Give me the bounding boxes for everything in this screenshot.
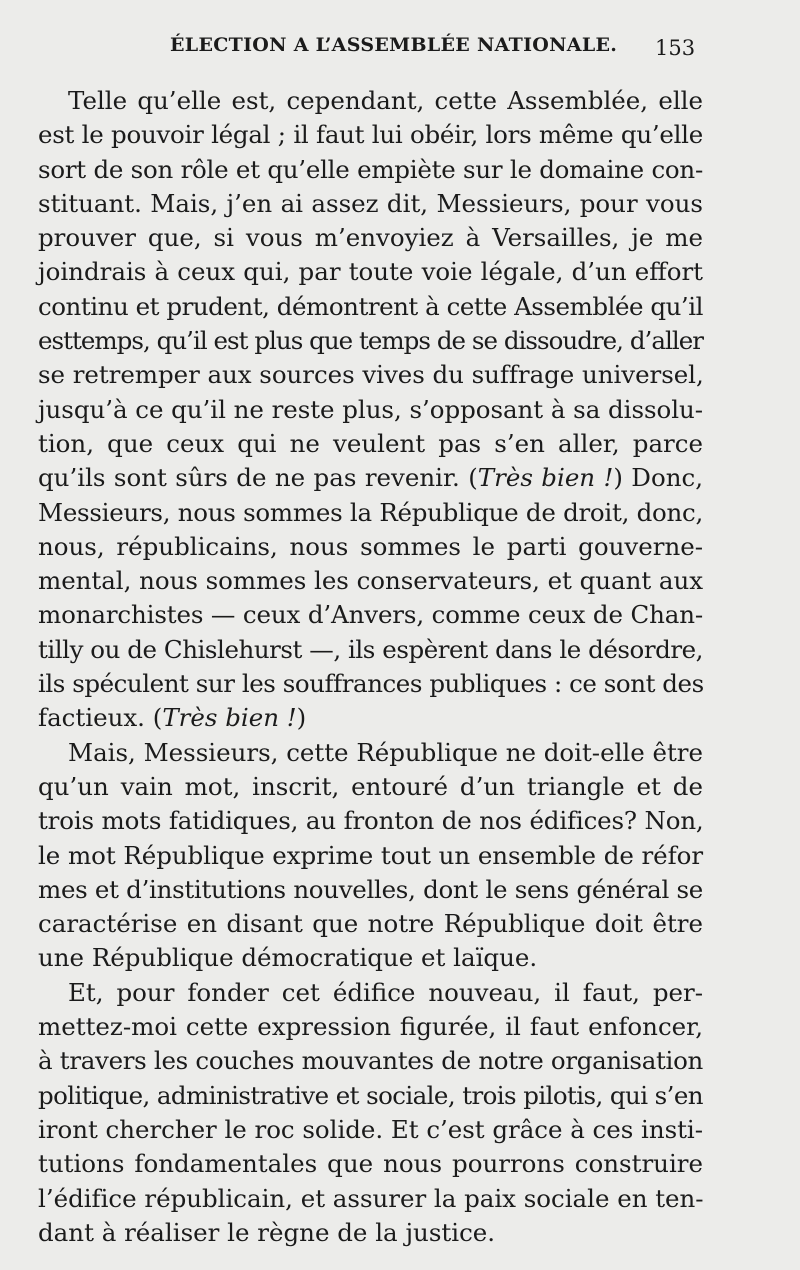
body-text xyxy=(38,84,703,1250)
text-line: politique, administrative et sociale, trois pilotis, qui s’en xyxy=(38,1080,703,1110)
text-line: iront chercher le roc solide. Et c’est grâce à ces insti- xyxy=(38,1114,703,1144)
page-number: 153 xyxy=(655,36,696,60)
paragraph xyxy=(38,736,703,976)
text-line: stituant. Mais, j’en ai assez dit, Messieurs, pour vous xyxy=(38,188,703,218)
text-line: qu’ils sont sûrs de ne pas revenir. (Très bien !) Donc, xyxy=(38,463,703,493)
text-line: prouver que, si vous m’envoyiez à Versailles, je me xyxy=(38,223,703,253)
text-line: une République démocratique et laïque. xyxy=(38,943,538,973)
running-title: ÉLECTION A L’ASSEMBLÉE NATIONALE. xyxy=(170,34,618,56)
text-line: ils spéculent sur les souffrances publiques : ce sont des xyxy=(38,669,704,699)
text-line: esttemps, qu’il est plus que temps de se dissoudre, d’aller xyxy=(38,326,703,356)
text-line: trois mots fatidiques, au fronton de nos édifices? Non, xyxy=(38,806,704,836)
text-line: jusqu’à ce qu’il ne reste plus, s’opposant à sa dissolu- xyxy=(38,394,703,424)
text-line: Telle qu’elle est, cependant, cette Assemblée, elle xyxy=(68,86,703,115)
text-line: mental, nous sommes les conservateurs, et quant aux xyxy=(38,566,703,596)
text-line: se retremper aux sources vives du suffrage universel, xyxy=(38,360,704,390)
text-line: Mais, Messieurs, cette République ne doit-elle être xyxy=(68,737,703,767)
text-line: sort de son rôle et qu’elle empiète sur le domaine con- xyxy=(38,154,703,184)
text-line: tion, que ceux qui ne veulent pas s’en aller, parce xyxy=(38,428,703,458)
text-line: factieux. (Très bien !) xyxy=(38,703,307,733)
text-line: est le pouvoir légal ; il faut lui obéir, lors même qu’elle xyxy=(38,120,703,150)
text-line: caractérise en disant que notre République doit être xyxy=(38,909,703,939)
text-line: l’édifice républicain, et assurer la paix sociale en ten- xyxy=(38,1183,704,1213)
text-line: tutions fondamentales que nous pourrons construire xyxy=(38,1149,703,1179)
text-line: dant à réaliser le règne de la justice. xyxy=(38,1217,496,1247)
text-line: à travers les couches mouvantes de notre organisation xyxy=(38,1046,703,1076)
applause-interjection: Très bien ! xyxy=(477,463,614,493)
text-line: Messieurs, nous sommes la République de droit, donc, xyxy=(38,497,703,527)
paragraph xyxy=(38,84,703,736)
text-line: continu et prudent, démontrent à cette Assemblée qu’il xyxy=(38,291,703,321)
text-line: qu’un vain mot, inscrit, entouré d’un triangle et de xyxy=(38,771,703,801)
text-line: mes et d’institutions nouvelles, dont le sens général se xyxy=(38,874,703,904)
text-line: tilly ou de Chislehurst —, ils espèrent dans le désordre, xyxy=(38,634,703,664)
text-line: nous, républicains, nous sommes le parti gouverne- xyxy=(38,531,703,561)
page-header xyxy=(0,34,800,74)
text-line: mettez-moi cette expression figurée, il faut enfoncer, xyxy=(38,1012,703,1042)
paragraph xyxy=(38,976,703,1250)
text-line: monarchistes — ceux d’Anvers, comme ceux de Chan- xyxy=(38,600,703,630)
applause-interjection: Très bien ! xyxy=(162,703,297,733)
text-line: Et, pour fonder cet édifice nouveau, il faut, per- xyxy=(68,977,703,1007)
text-line: joindrais à ceux qui, par toute voie légale, d’un effort xyxy=(38,257,703,287)
text-line: le mot République exprime tout un ensemble de réfor xyxy=(38,840,703,870)
